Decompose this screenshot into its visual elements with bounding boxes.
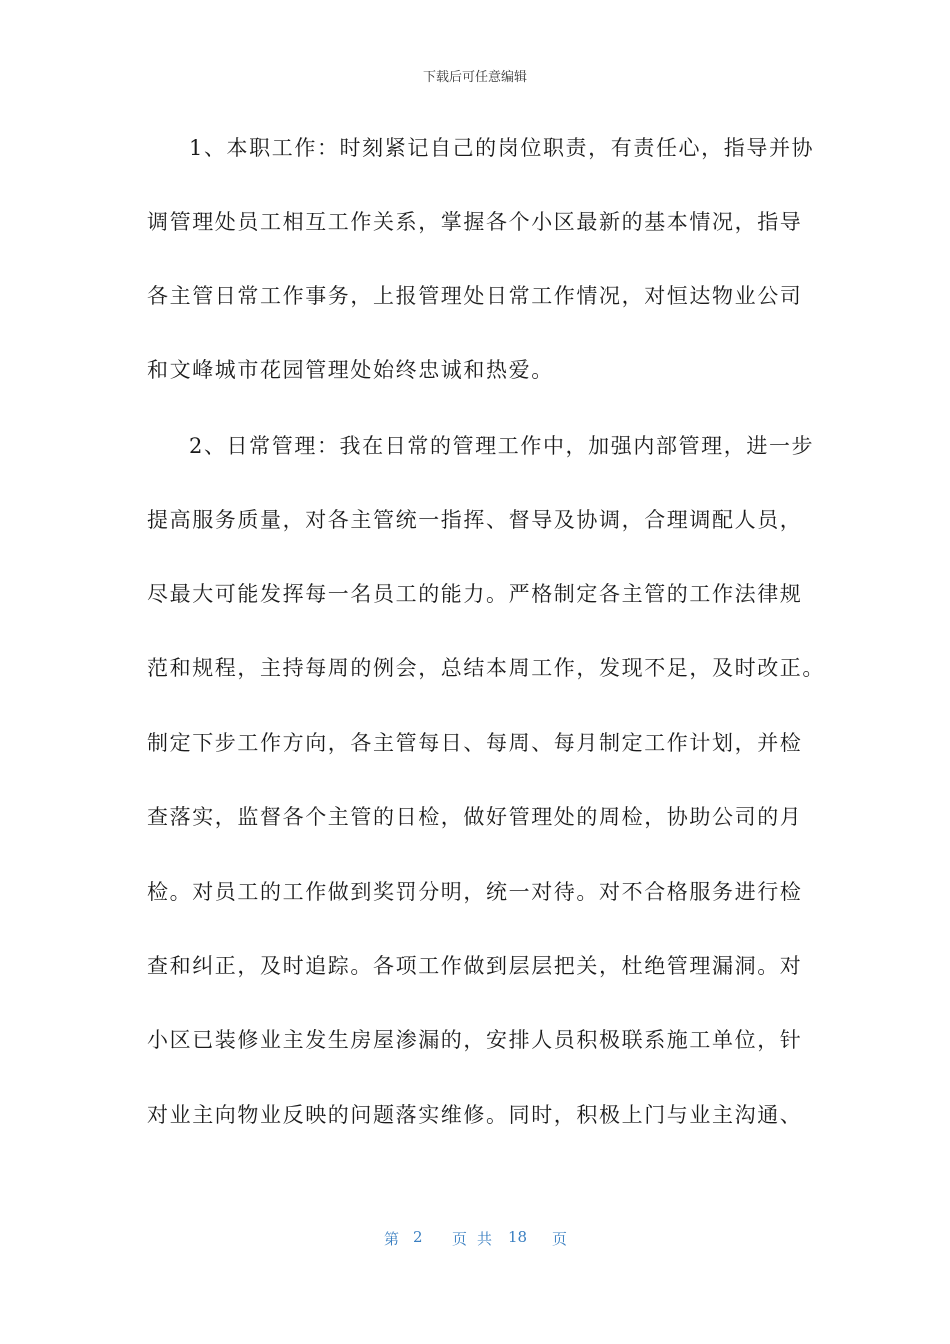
footer-suffix: 页 <box>552 1230 568 1248</box>
footer-middle: 页共 <box>452 1230 503 1248</box>
text-line: 调管理处员工相互工作关系，掌握各个小区最新的基本情况，指导 <box>147 210 803 234</box>
text-line: 提高服务质量，对各主管统一指挥、督导及协调，合理调配人员， <box>147 508 803 532</box>
text-line: 检。对员工的工作做到奖罚分明，统一对待。对不合格服务进行检 <box>147 880 803 904</box>
text-line: 各主管日常工作事务，上报管理处日常工作情况，对恒达物业公司 <box>147 284 803 308</box>
text-line: 1、本职工作：时刻紧记自己的岗位职责，有责任心，指导并协 <box>189 136 815 160</box>
footer-total-pages: 18 <box>508 1228 528 1246</box>
footer-page-number: 2 <box>413 1228 423 1246</box>
text-line: 和文峰城市花园管理处始终忠诚和热爱。 <box>147 358 554 382</box>
page-footer <box>0 1228 950 1252</box>
text-line: 小区已装修业主发生房屋渗漏的，安排人员积极联系施工单位，针 <box>147 1028 803 1052</box>
text-line: 制定下步工作方向，各主管每日、每周、每月制定工作计划，并检 <box>147 731 803 755</box>
page-header: 下载后可任意编辑 <box>422 70 527 85</box>
text-line: 尽最大可能发挥每一名员工的能力。严格制定各主管的工作法律规 <box>147 582 803 606</box>
text-line: 查和纠正，及时追踪。各项工作做到层层把关，杜绝管理漏洞。对 <box>147 954 803 978</box>
text-line: 对业主向物业反映的问题落实维修。同时，积极上门与业主沟通、 <box>147 1103 803 1127</box>
text-line: 范和规程，主持每周的例会，总结本周工作，发现不足，及时改正。 <box>147 656 825 680</box>
text-line: 2、日常管理：我在日常的管理工作中，加强内部管理，进一步 <box>189 434 815 458</box>
text-line: 查落实，监督各个主管的日检，做好管理处的周检，协助公司的月 <box>147 805 803 829</box>
footer-prefix: 第 <box>384 1230 400 1248</box>
